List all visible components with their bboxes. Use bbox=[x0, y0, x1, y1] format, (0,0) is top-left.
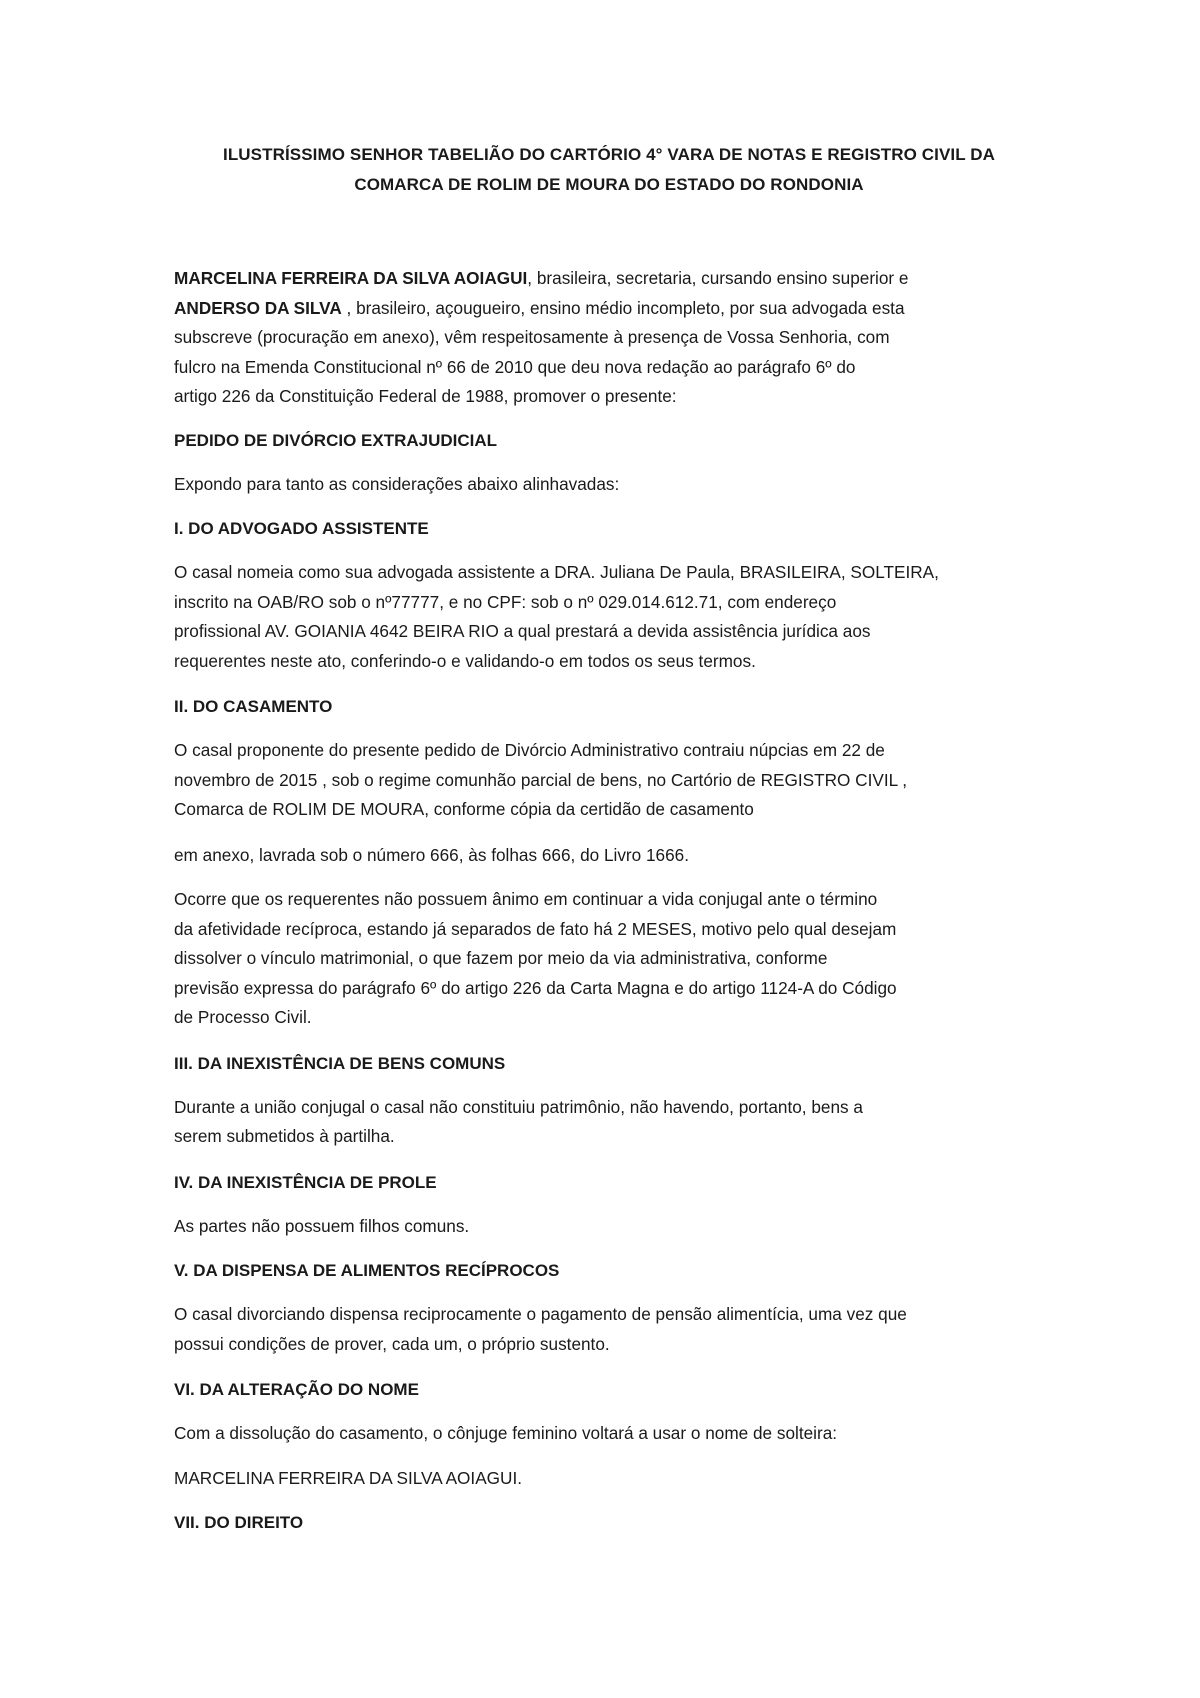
section-5-title: V. DA DISPENSA DE ALIMENTOS RECÍPROCOS bbox=[174, 1261, 560, 1280]
section-1-line: profissional AV. GOIANIA 4642 BEIRA RIO a qual prestará a devida assistência jurídica aos bbox=[174, 621, 871, 641]
heading-line-2: COMARCA DE ROLIM DE MOURA DO ESTADO DO RONDONIA bbox=[354, 175, 864, 194]
section-1-line: inscrito na OAB/RO sob o nº77777, e no CPF: sob o nº 029.014.612.71, com endereço bbox=[174, 591, 837, 612]
section-2-line: Comarca de ROLIM DE MOURA, conforme cópia da certidão de casamento bbox=[174, 799, 754, 819]
section-5-paragraph bbox=[174, 1300, 1044, 1359]
intro-line-2-rest: , brasileiro, açougueiro, ensino médio incompleto, por sua advogada esta bbox=[341, 297, 905, 318]
document-body bbox=[174, 140, 1044, 1552]
section-7-title: VII. DO DIREITO bbox=[174, 1513, 304, 1532]
maiden-name: MARCELINA FERREIRA DA SILVA AOIAGUI. bbox=[174, 1467, 522, 1488]
intro-paragraph bbox=[174, 264, 1044, 412]
section-1-line: requerentes neste ato, conferindo-o e validando-o em todos os seus termos. bbox=[174, 650, 756, 671]
section-4-paragraph: As partes não possuem filhos comuns. bbox=[174, 1215, 470, 1236]
section-2-title: II. DO CASAMENTO bbox=[174, 697, 333, 716]
section-3-line: serem submetidos à partilha. bbox=[174, 1126, 395, 1146]
section-6-title: VI. DA ALTERAÇÃO DO NOME bbox=[174, 1380, 419, 1399]
section-5-line: O casal divorciando dispensa reciprocamente o pagamento de pensão alimentícia, uma vez que bbox=[174, 1304, 907, 1324]
document-heading bbox=[174, 140, 1044, 200]
section-5-line: possui condições de prover, cada um, o próprio sustento. bbox=[174, 1333, 610, 1354]
party-2-name: ANDERSO DA SILVA bbox=[174, 297, 342, 318]
section-2-line: O casal proponente do presente pedido de Divórcio Administrativo contraiu núpcias em 22 de bbox=[174, 740, 885, 760]
petition-title: PEDIDO DE DIVÓRCIO EXTRAJUDICIAL bbox=[174, 430, 498, 450]
considerations-text: Expondo para tanto as considerações abaixo alinhavadas: bbox=[174, 473, 620, 494]
intro-line-4: fulcro na Emenda Constitucional nº 66 de 2010 que deu nova redação ao parágrafo 6º do bbox=[174, 356, 856, 377]
section-1-title: I. DO ADVOGADO ASSISTENTE bbox=[174, 519, 429, 538]
section-2-line: novembro de 2015 , sob o regime comunhão parcial de bens, no Cartório de REGISTRO CIVIL , bbox=[174, 769, 908, 790]
heading-line-1: ILUSTRÍSSIMO SENHOR TABELIÃO DO CARTÓRIO 4° VARA DE NOTAS E REGISTRO CIVIL DA bbox=[223, 145, 995, 164]
section-2-line: Ocorre que os requerentes não possuem ânimo em continuar a vida conjugal ante o término bbox=[174, 889, 878, 909]
intro-line-1 bbox=[174, 264, 1044, 294]
section-1-paragraph bbox=[174, 558, 1044, 676]
section-2-line: de Processo Civil. bbox=[174, 1007, 312, 1027]
section-3-line: Durante a união conjugal o casal não constituiu patrimônio, não havendo, portanto, bens a bbox=[174, 1096, 863, 1117]
party-1-name: MARCELINA FERREIRA DA SILVA AOIAGUI bbox=[174, 268, 528, 288]
section-4-title: IV. DA INEXISTÊNCIA DE PROLE bbox=[174, 1172, 437, 1192]
intro-line-2 bbox=[174, 294, 1044, 324]
section-2-paragraph-3 bbox=[174, 885, 1044, 1033]
intro-line-3: subscreve (procuração em anexo), vêm respeitosamente à presença de Vossa Senhoria, com bbox=[174, 327, 890, 347]
intro-line-1-rest: , brasileira, secretaria, cursando ensino superior e bbox=[527, 268, 909, 288]
section-1-line: O casal nomeia como sua advogada assistente a DRA. Juliana De Paula, BRASILEIRA, SOLTEIRA, bbox=[174, 562, 939, 582]
section-3-title: III. DA INEXISTÊNCIA DE BENS COMUNS bbox=[174, 1053, 506, 1073]
section-2-paragraph-2: em anexo, lavrada sob o número 666, às folhas 666, do Livro 1666. bbox=[174, 844, 690, 865]
section-2-line: dissolver o vínculo matrimonial, o que fazem por meio da via administrativa, conforme bbox=[174, 948, 828, 968]
section-2-line: da afetividade recíproca, estando já separados de fato há 2 MESES, motivo pelo qual desejam bbox=[174, 918, 897, 939]
section-2-paragraph-1 bbox=[174, 736, 1044, 825]
section-3-paragraph bbox=[174, 1093, 1044, 1152]
section-6-paragraph: Com a dissolução do casamento, o cônjuge feminino voltará a usar o nome de solteira: bbox=[174, 1423, 838, 1443]
intro-line-5: artigo 226 da Constituição Federal de 1988, promover o presente: bbox=[174, 386, 677, 406]
section-2-line: previsão expressa do parágrafo 6º do artigo 226 da Carta Magna e do artigo 1124-A do Código bbox=[174, 977, 897, 998]
